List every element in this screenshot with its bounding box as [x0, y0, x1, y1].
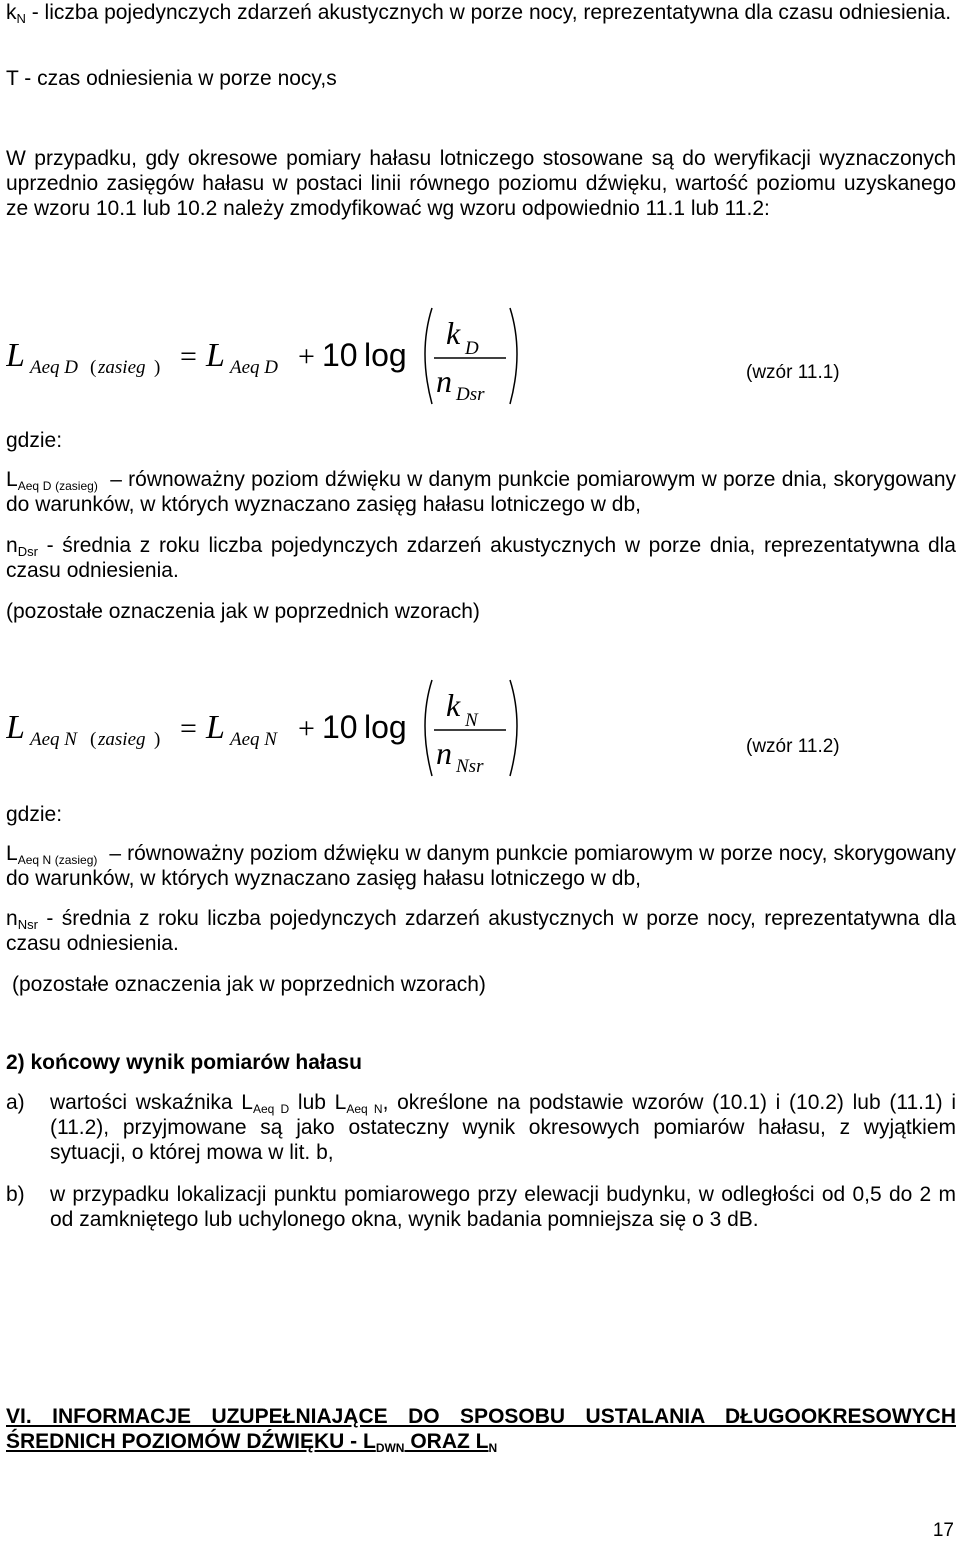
formula-num-sub: N [465, 710, 478, 731]
formula-num-k: k [446, 315, 461, 351]
definition-text: - średnia z roku liczba pojedynczych zdarzeń akustycznych w porze nocy, reprezentatywna dla czasu odniesienia. [6, 907, 956, 955]
main-paragraph: W przypadku, gdy okresowe pomiary hałasu lotniczego stosowane są do weryfikacji wyznaczonych uprzednio zasięgów hałasu w postaci linii równego poziomu dźwięku, wartość poziomu uzyskanego ze wzoru 10.1 lub 10.2 należy zmodyfikować wg wzoru odpowiednio 11.1 lub 11.2: [6, 147, 956, 220]
kn-description: - liczba pojedynczych zdarzeń akustycznych w porze nocy, reprezentatywna dla czasu odniesienia. [25, 1, 952, 24]
page-number: 17 [932, 1520, 954, 1541]
heading-text: ORAZ L [404, 1430, 489, 1453]
formula-11-1-graphic [6, 300, 526, 410]
heading-text: VI. INFORMACJE UZUPEŁNIAJĄCE DO SPOSOBU USTALANIA DŁUGOOKRESOWYCH ŚREDNICH POZIOMÓW DŹWIĘKU - L [6, 1405, 956, 1453]
t-definition: T - czas odniesienia w porze nocy,s [6, 67, 337, 90]
formula-ten: 10 [322, 337, 358, 373]
formula-lhs-l: L [6, 337, 25, 374]
definition-text: równoważny poziom dźwięku w danym punkcie pomiarowym w porze dnia, skorygowany do warunków, w których wyznaczano zasięg hałasu lotniczego w db, [6, 468, 957, 516]
formula-den-n: n [436, 735, 452, 771]
formula-paren-left [425, 680, 432, 776]
item-text: wartości wskaźnika L [50, 1091, 253, 1114]
formula-lhs-sub: Aeq N [30, 729, 77, 750]
definition-ndsr [6, 533, 956, 583]
formula-lhs-paren-close: ) [154, 729, 161, 750]
formula-rhs-l: L [206, 337, 225, 374]
kn-definition [6, 0, 956, 25]
formula-paren-left [425, 308, 432, 404]
section-2-heading: 2) końcowy wynik pomiarów hałasu [6, 1051, 362, 1074]
symbol-n: n [6, 534, 18, 557]
list-item-body: w przypadku lokalizacji punktu pomiarowego przy elewacji budynku, w odległości od 0,5 do 2 m od zamkniętego lub uchylonego okna, wynik badania pomniejsza się o 3 dB. [50, 1183, 956, 1231]
formula-log: log [364, 337, 407, 373]
heading-subscript: DWN [375, 1441, 405, 1455]
gdzie-label: gdzie: [6, 803, 63, 826]
list-item-b [6, 1182, 956, 1232]
symbol-l: L [6, 468, 18, 491]
formula-rhs-l: L [206, 709, 225, 746]
symbol-l: L [6, 842, 18, 865]
item-text: , określone na podstawie wzorów (10.1) i (10.2) lub (11.1) i (11.2), przyjmowane są jako ostateczny wynik okresowych pomiarów hałasu, z wyjątkiem sytuacji, o której mowa w lit. b, [50, 1091, 957, 1164]
definition-nnsr [6, 906, 956, 956]
kn-symbol: k [6, 1, 17, 24]
formula-lhs-paren-open: ( [90, 729, 97, 750]
formula-equals: = [180, 340, 197, 373]
formula-11-2 [6, 672, 956, 777]
formula-label: (wzór 11.1) [746, 362, 840, 383]
item-text: lub L [289, 1091, 347, 1114]
formula-rhs-sub: Aeq N [230, 729, 277, 750]
kn-subscript: N [16, 11, 26, 26]
symbol-n: n [6, 907, 18, 930]
definition-text: - średnia z roku liczba pojedynczych zdarzeń akustycznych w porze dnia, reprezentatywna dla czasu odniesienia. [6, 534, 956, 582]
dash-mark: – [104, 468, 122, 491]
formula-lhs-sub: Aeq D [30, 357, 79, 378]
item-subscript: Aeq N [346, 1102, 383, 1116]
formula-ten: 10 [322, 709, 358, 745]
symbol-l-sub: Aeq N (zasieg) [17, 853, 98, 867]
formula-den-sub: Dsr [456, 384, 485, 405]
formula-rhs-sub: Aeq D [230, 357, 279, 378]
heading-subscript: N [488, 1441, 498, 1455]
definition-laeq-n [6, 841, 956, 891]
section-6-heading [6, 1404, 956, 1454]
other-symbols-note: (pozostałe oznaczenia jak w poprzednich wzorach) [6, 600, 480, 623]
list-item-body [50, 1090, 956, 1165]
definition-laeq-d [6, 467, 956, 517]
formula-equals: = [180, 712, 197, 745]
list-item-a [6, 1090, 956, 1165]
formula-lhs-paren-open: ( [90, 357, 97, 378]
formula-lhs-arg: zasieg [98, 357, 146, 378]
other-symbols-note: (pozostałe oznaczenia jak w poprzednich wzorach) [12, 973, 486, 996]
formula-plus: + [298, 712, 315, 745]
formula-den-sub: Nsr [456, 756, 484, 777]
formula-paren-right [510, 308, 517, 404]
formula-num-sub: D [465, 338, 479, 359]
formula-lhs-arg: zasieg [98, 729, 146, 750]
list-marker: a) [6, 1091, 25, 1114]
formula-num-k: k [446, 687, 461, 723]
symbol-n-sub: Dsr [17, 544, 38, 559]
gdzie-label: gdzie: [6, 429, 63, 452]
definition-text: równoważny poziom dźwięku w danym punkcie pomiarowym w porze nocy, skorygowany do warunków, w których wyznaczano zasięg hałasu lotniczego w db, [6, 842, 956, 890]
formula-den-n: n [436, 363, 452, 399]
list-marker: b) [6, 1183, 25, 1206]
section-6-heading-text [6, 1404, 956, 1454]
symbol-n-sub: Nsr [17, 917, 38, 932]
formula-lhs-paren-close: ) [154, 357, 161, 378]
formula-11-1 [6, 300, 956, 405]
formula-label: (wzór 11.2) [746, 736, 840, 757]
formula-lhs-l: L [6, 709, 25, 746]
item-subscript: Aeq D [252, 1102, 290, 1116]
formula-11-2-graphic [6, 672, 526, 782]
formula-paren-right [510, 680, 517, 776]
formula-log: log [364, 709, 407, 745]
dash-mark: – [103, 842, 122, 865]
symbol-l-sub: Aeq D (zasieg) [17, 479, 98, 493]
formula-plus: + [298, 340, 315, 373]
